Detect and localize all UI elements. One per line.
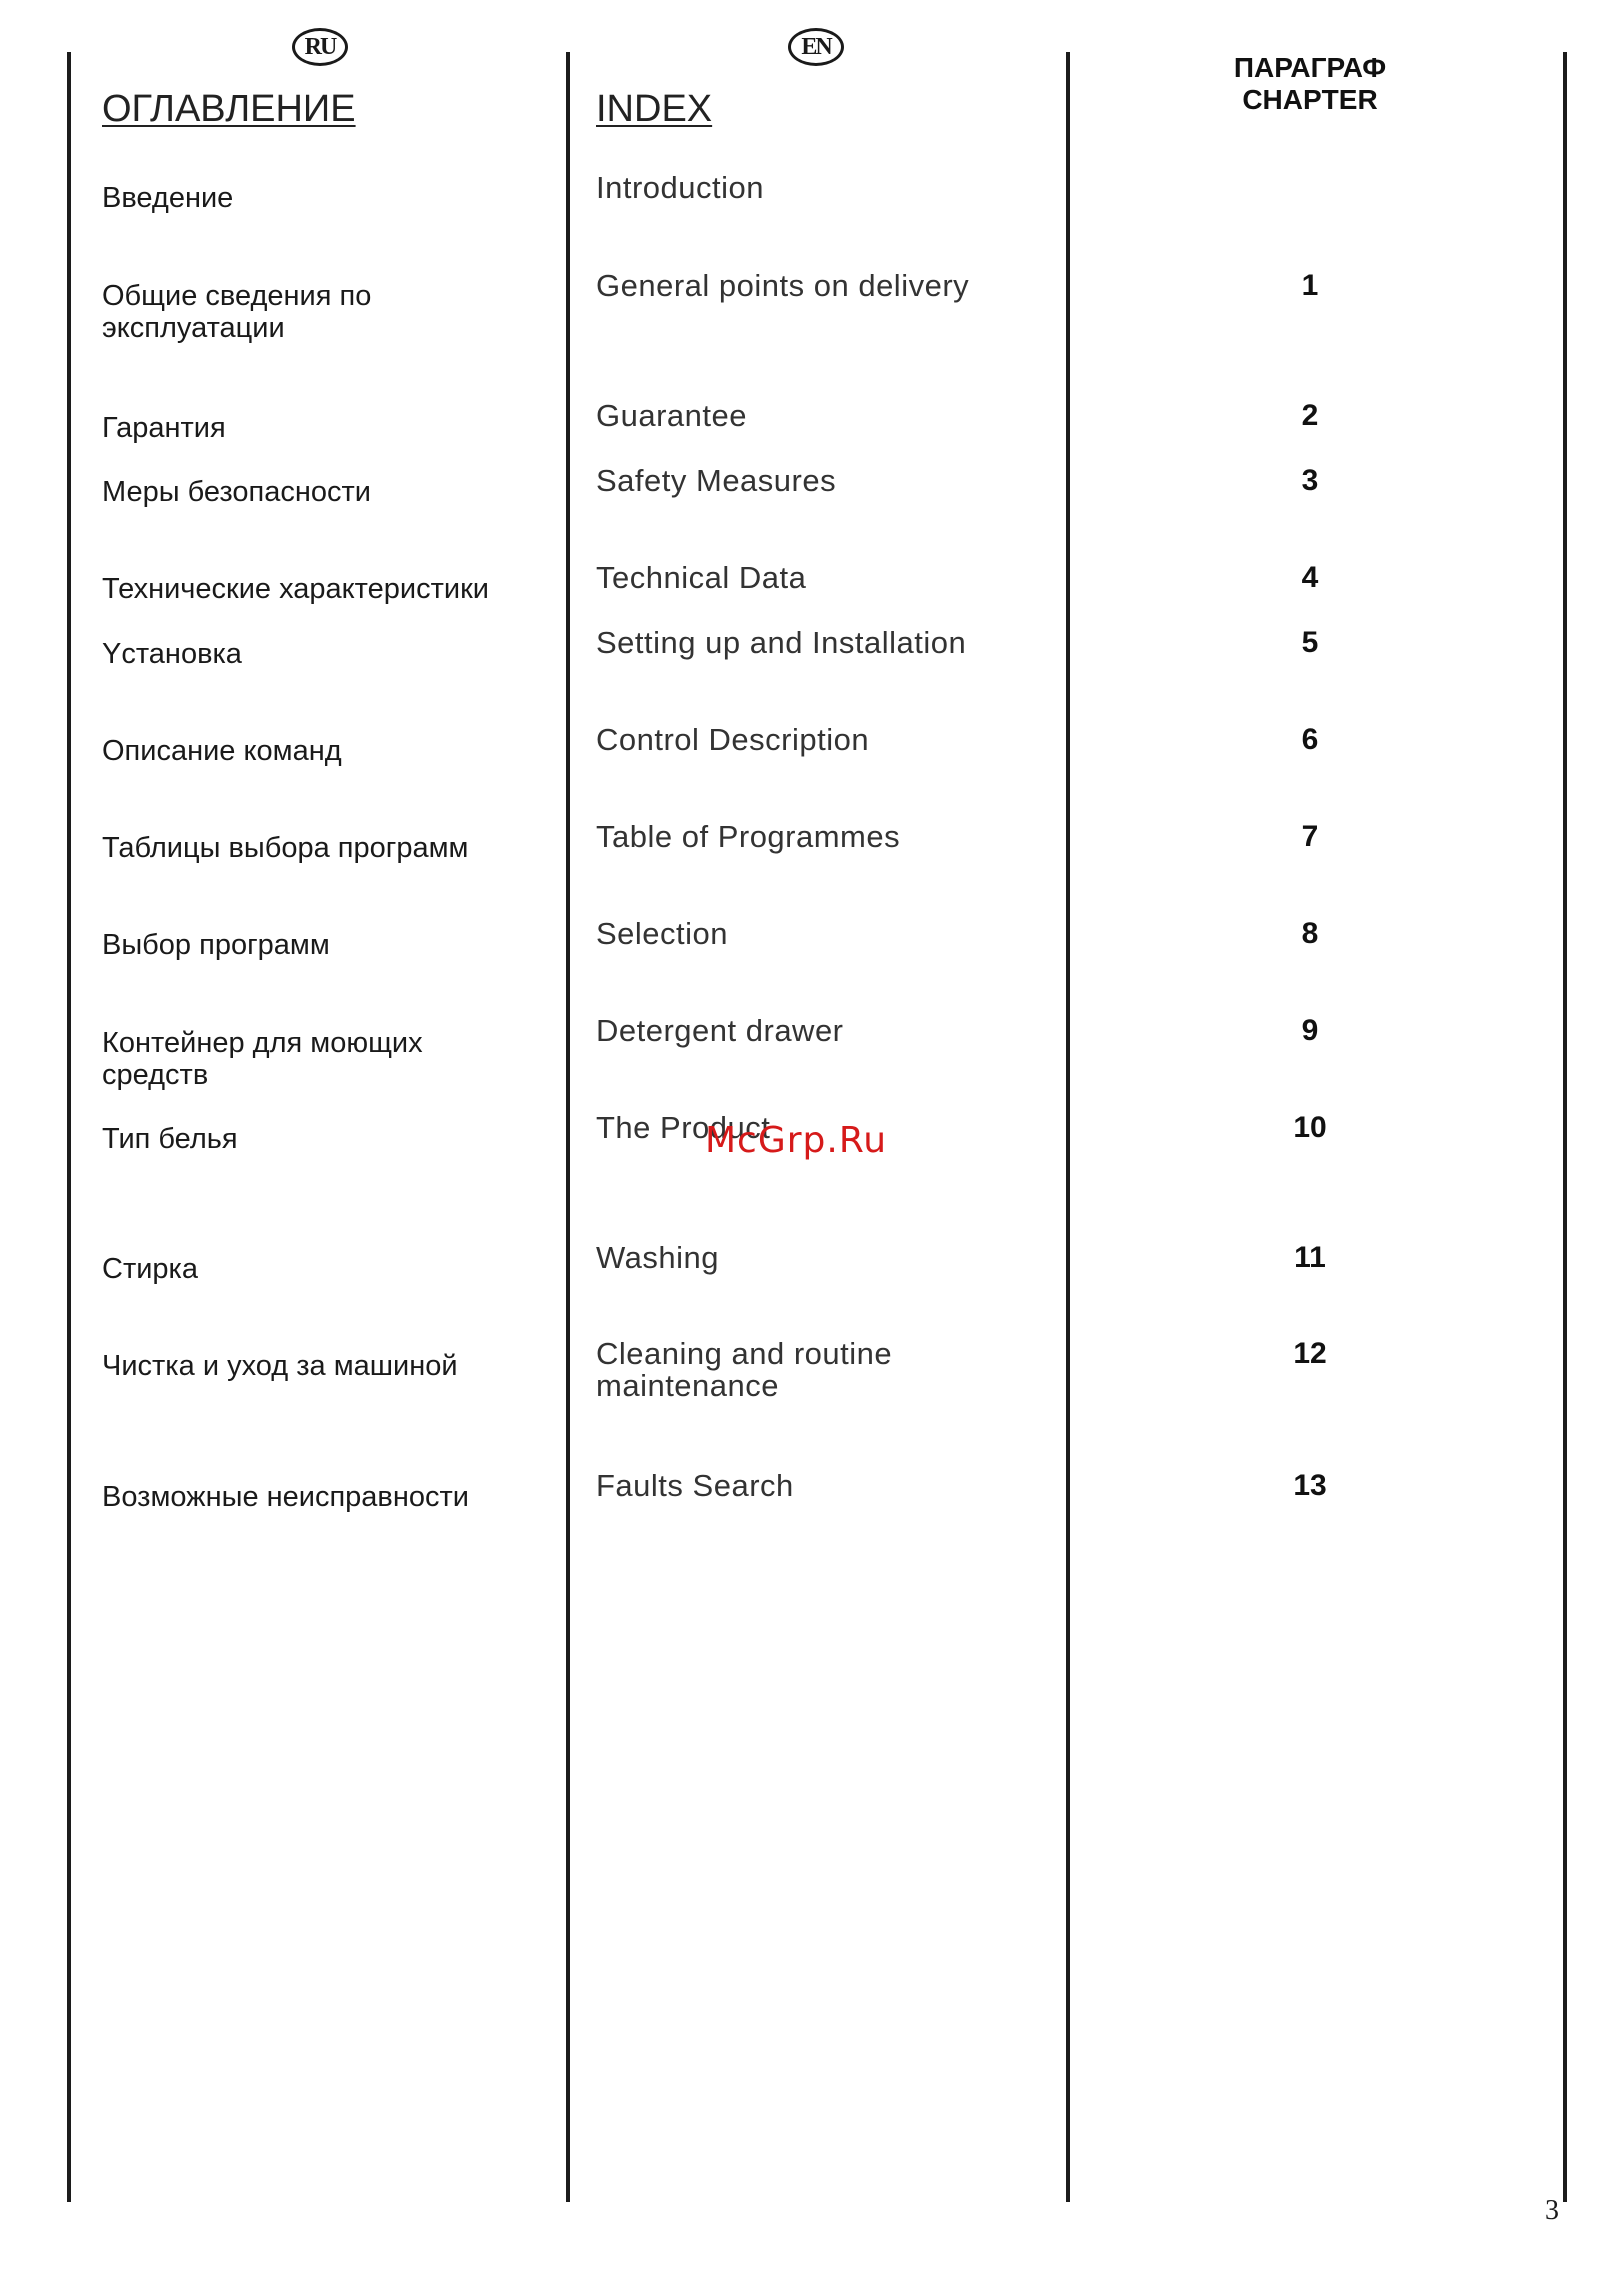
en-entry-general-points: General points on delivery (596, 268, 970, 303)
en-entry-faults-search: Faults Search (596, 1468, 794, 1503)
ru-entry-cleaning: Чистка и уход за машиной (102, 1350, 458, 1382)
ru-entry-general-points: Общие сведения по эксплуатации (102, 280, 372, 344)
ru-entry-control-description: Описание команд (102, 735, 342, 767)
chapter-column-title (1180, 52, 1440, 116)
en-entry-washing: Washing (596, 1240, 719, 1275)
ru-entry-table-of-programmes: Таблицы выбора программ (102, 832, 469, 864)
chapter-number-13: 13 (1293, 1469, 1327, 1502)
en-entry-installation: Setting up and Installation (596, 625, 967, 660)
ru-entry-introduction: Введение (102, 182, 234, 214)
ru-entry-detergent-drawer: Контейнер для моющих средств (102, 1027, 423, 1091)
chapter-title-ru: ПАРАГРАФ (1233, 52, 1387, 83)
en-entry-control-description: Control Description (596, 722, 870, 757)
en-entry-technical-data: Technical Data (596, 560, 807, 595)
en-entry-cleaning: Cleaning and routine maintenance (596, 1336, 893, 1403)
en-index-title: INDEX (596, 88, 713, 130)
ru-index-title: ОГЛАВЛЕНИЕ (102, 88, 356, 130)
ru-entry-selection: Выбор программ (102, 929, 330, 961)
chapter-number-7: 7 (1301, 820, 1319, 853)
en-entry-safety: Safety Measures (596, 463, 837, 498)
column-divider-middle-left (566, 52, 570, 2202)
en-entry-table-of-programmes: Table of Programmes (596, 819, 901, 854)
ru-entry-the-product: Тип белья (102, 1123, 238, 1155)
chapter-number-4: 4 (1301, 561, 1319, 594)
en-entry-the-product: The Product (596, 1110, 771, 1145)
chapter-number-9: 9 (1301, 1014, 1319, 1047)
column-divider-middle-right (1066, 52, 1070, 2202)
ru-entry-faults-search: Возможные неисправности (102, 1481, 469, 1513)
ru-entry-technical-data: Технические характеристики (102, 573, 489, 605)
en-language-badge: EN (788, 28, 844, 66)
ru-entry-guarantee: Гарантия (102, 412, 226, 444)
chapter-number-12: 12 (1293, 1337, 1327, 1370)
ru-entry-safety: Меры безопасности (102, 476, 371, 508)
chapter-number-10: 10 (1293, 1111, 1327, 1144)
chapter-number-5: 5 (1301, 626, 1319, 659)
chapter-number-3: 3 (1301, 464, 1319, 497)
chapter-number-2: 2 (1301, 399, 1319, 432)
en-entry-guarantee: Guarantee (596, 398, 747, 433)
chapter-number-6: 6 (1301, 723, 1319, 756)
watermark-text: McGrp.Ru (705, 1120, 888, 1161)
ru-entry-installation: Yстановка (102, 638, 242, 670)
column-divider-right (1563, 52, 1567, 2202)
column-divider-left (67, 52, 71, 2202)
ru-language-badge: RU (292, 28, 348, 66)
chapter-number-8: 8 (1301, 917, 1319, 950)
chapter-title-en: CHAPTER (1242, 84, 1378, 115)
page-number: 3 (1545, 2195, 1559, 2226)
ru-entry-washing: Стирка (102, 1253, 199, 1285)
en-entry-selection: Selection (596, 916, 729, 951)
en-entry-detergent-drawer: Detergent drawer (596, 1013, 844, 1048)
en-entry-introduction: Introduction (596, 170, 764, 205)
chapter-number-11: 11 (1294, 1241, 1326, 1274)
chapter-number-1: 1 (1301, 269, 1319, 302)
